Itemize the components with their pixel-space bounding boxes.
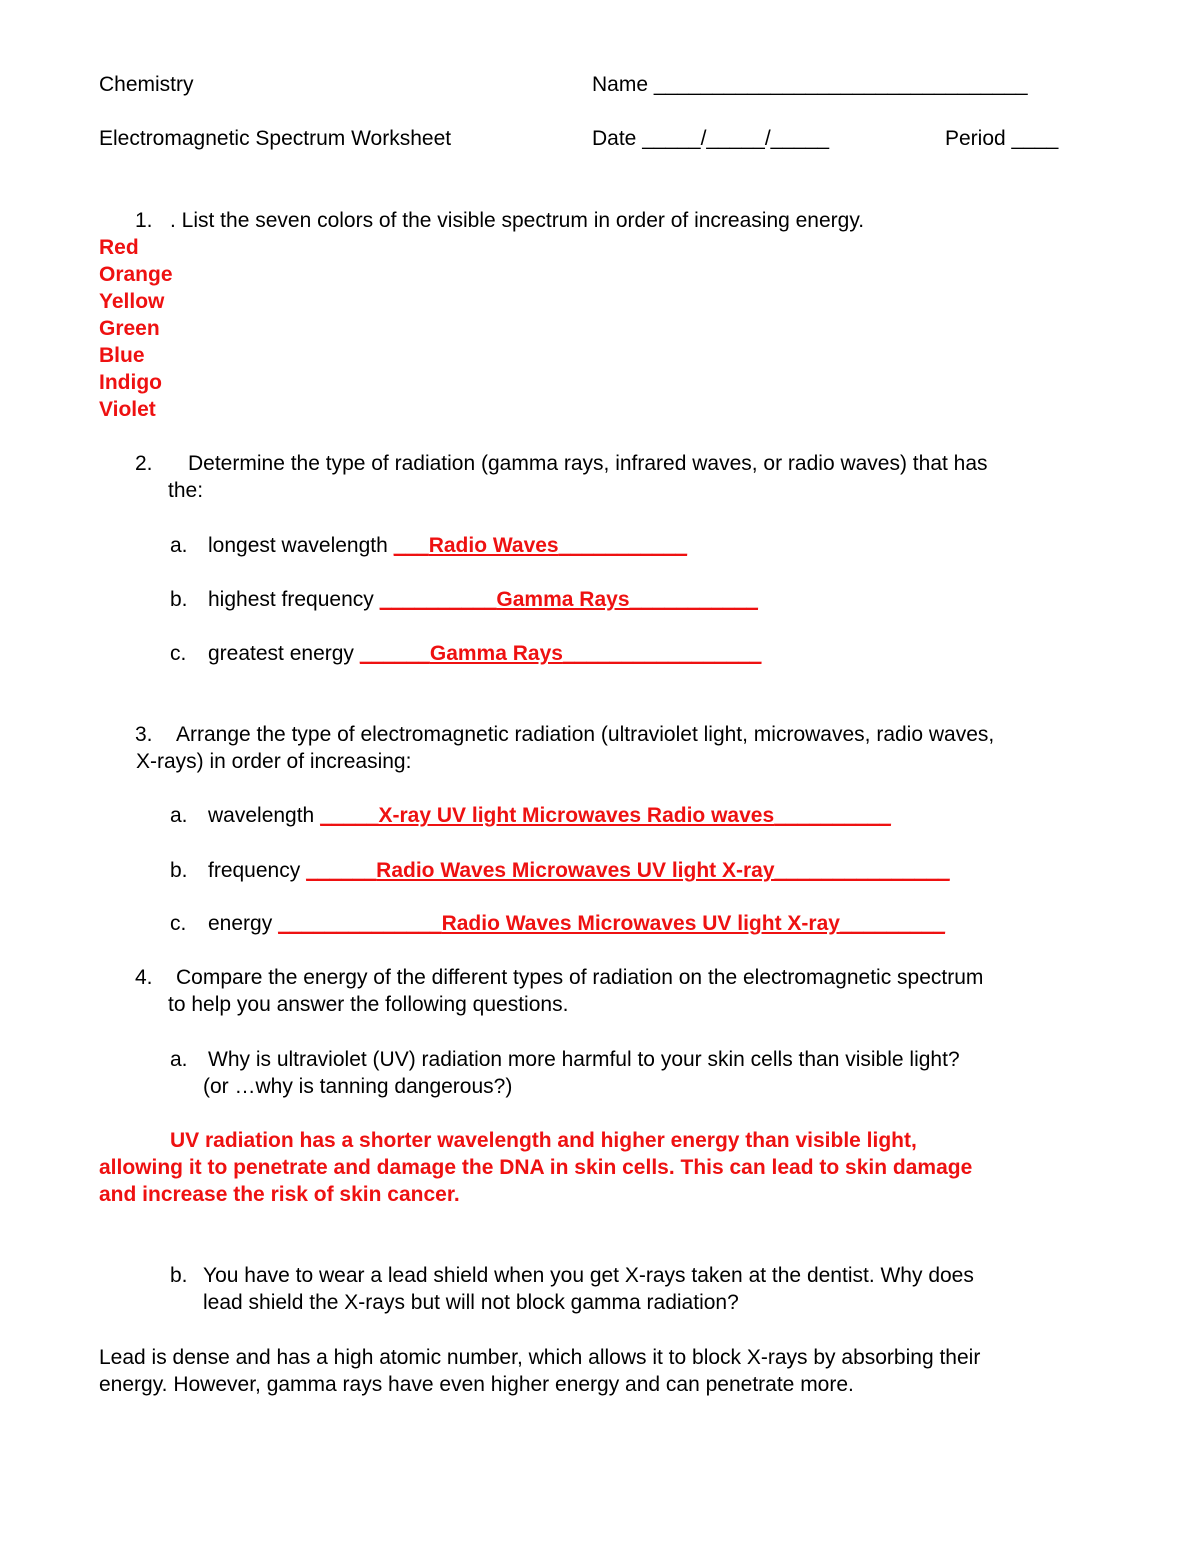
q4b-question-line1: You have to wear a lead shield when you get X-rays taken at the dentist. Why does: [203, 1264, 974, 1287]
q2b-prompt: highest frequency: [208, 588, 374, 611]
q4b-answer-line1: Lead is dense and has a high atomic number, which allows it to block X-rays by absorbing their: [99, 1346, 981, 1369]
q2-text-line2: the:: [168, 479, 204, 502]
subject-label: Chemistry: [99, 73, 194, 96]
q3b-answer-line[interactable]: ______Radio Waves Microwaves UV light X-ray_______________: [306, 859, 950, 882]
q3c-prompt: energy: [208, 912, 273, 935]
q3-text-line2: X-rays) in order of increasing:: [136, 750, 412, 773]
q3b-answer: Radio Waves Microwaves UV light X-ray: [376, 859, 775, 882]
q2c-answer: Gamma Rays: [429, 642, 563, 665]
q3b-row: [208, 857, 950, 884]
q2b-answer: Gamma Rays: [496, 588, 630, 611]
q2b-row: [208, 586, 758, 613]
q3c-answer-line[interactable]: ______________Radio Waves Microwaves UV light X-ray_________: [278, 912, 946, 935]
q3c-answer: Radio Waves Microwaves UV light X-ray: [441, 912, 840, 935]
q2a-row: [208, 532, 687, 559]
q4-text-line1: Compare the energy of the different types of radiation on the electromagnetic spectrum: [176, 966, 984, 989]
q1-answer-color: Green: [99, 317, 160, 340]
name-field[interactable]: Name ________________________________: [592, 73, 1028, 96]
q3a-answer-line[interactable]: _____X-ray UV light Microwaves Radio waves__________: [320, 804, 891, 827]
q3b-label: b.: [170, 859, 188, 882]
q3c-row: [208, 910, 945, 937]
q1-text: . List the seven colors of the visible spectrum in order of increasing energy.: [170, 209, 865, 232]
q1-answer-color: Orange: [99, 263, 173, 286]
q2-number: 2.: [135, 452, 153, 475]
q1-answer-color: Violet: [99, 398, 156, 421]
q2a-prompt: longest wavelength: [208, 534, 388, 557]
q1-answer-color: Yellow: [99, 290, 165, 313]
period-field[interactable]: Period ____: [945, 127, 1059, 150]
q4a-answer-line2: allowing it to penetrate and damage the DNA in skin cells. This can lead to skin damage: [99, 1156, 973, 1179]
date-field[interactable]: Date _____/_____/_____: [592, 127, 830, 150]
q2c-label: c.: [170, 642, 187, 665]
q4b-question-line2: lead shield the X-rays but will not block gamma radiation?: [203, 1291, 739, 1314]
worksheet-title: Electromagnetic Spectrum Worksheet: [99, 127, 452, 150]
q2b-label: b.: [170, 588, 188, 611]
q4a-question-line2: (or …why is tanning dangerous?): [203, 1075, 513, 1098]
q4a-label: a.: [170, 1048, 188, 1071]
q1-answer-color: Indigo: [99, 371, 162, 394]
q4a-question-line1: Why is ultraviolet (UV) radiation more harmful to your skin cells than visible light?: [208, 1048, 960, 1071]
q2c-answer-line[interactable]: ______Gamma Rays_________________: [359, 642, 762, 665]
q3b-prompt: frequency: [208, 859, 301, 882]
q4b-label: b.: [170, 1264, 188, 1287]
q2a-label: a.: [170, 534, 188, 557]
q2c-row: [208, 640, 761, 667]
q2c-prompt: greatest energy: [208, 642, 354, 665]
q4-number: 4.: [135, 966, 153, 989]
q4a-answer-line3: and increase the risk of skin cancer.: [99, 1183, 460, 1206]
q3-text-line1: Arrange the type of electromagnetic radiation (ultraviolet light, microwaves, radio waves,: [176, 723, 995, 746]
q3-number: 3.: [135, 723, 153, 746]
q4-text-line2: to help you answer the following questions.: [168, 993, 569, 1016]
q4a-answer-line1: UV radiation has a shorter wavelength and higher energy than visible light,: [170, 1129, 917, 1152]
q3a-answer: X-ray UV light Microwaves Radio waves: [378, 804, 775, 827]
q2a-answer-line[interactable]: ___Radio Waves___________: [393, 534, 688, 557]
q1-answer-color: Red: [99, 236, 139, 259]
q2b-answer-line[interactable]: __________Gamma Rays___________: [379, 588, 758, 611]
q2a-answer: Radio Waves: [428, 534, 559, 557]
q3a-row: [208, 802, 891, 829]
q3a-label: a.: [170, 804, 188, 827]
q1-number: 1.: [135, 209, 153, 232]
q4b-answer-line2: energy. However, gamma rays have even higher energy and can penetrate more.: [99, 1373, 854, 1396]
q3c-label: c.: [170, 912, 187, 935]
q3a-prompt: wavelength: [208, 804, 315, 827]
q1-answer-color: Blue: [99, 344, 145, 367]
q2-text-line1: Determine the type of radiation (gamma rays, infrared waves, or radio waves) that has: [188, 452, 988, 475]
